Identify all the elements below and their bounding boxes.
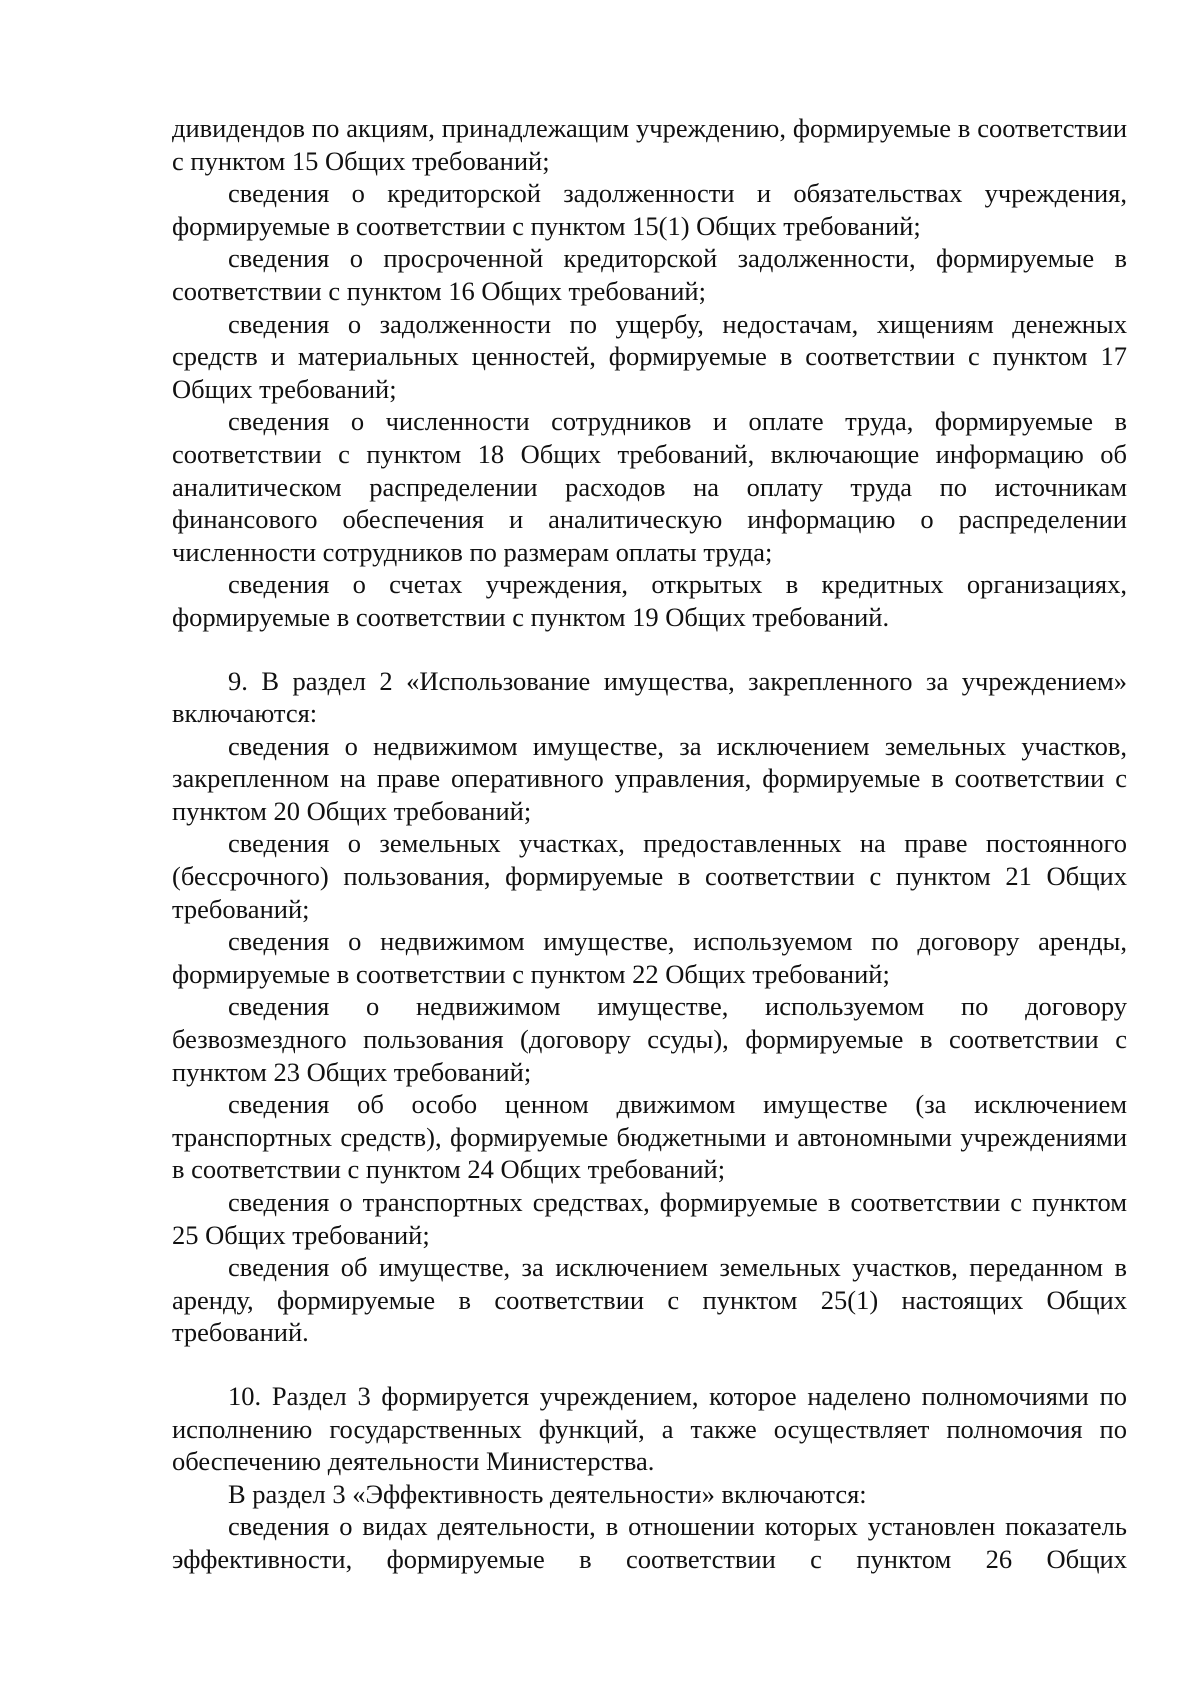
document-page (172, 112, 1127, 1576)
paragraph-creditor-debt: сведения о кредиторской задолженности и обязательствах учреждения, формируемые в соответствии с пунктом 15(1) Общих требований; (172, 178, 1127, 241)
paragraph-dividends: дивидендов по акциям, принадлежащим учреждению, формируемые в соответствии с пунктом 15 Общих требований; (172, 113, 1127, 176)
paragraph-activity-types: сведения о видах деятельности, в отношении которых установлен показатель эффективности, формируемые в соответствии с пунктом 26 Общих (172, 1511, 1127, 1574)
paragraph-overdue-creditor-debt: сведения о просроченной кредиторской задолженности, формируемые в соответствии с пунктом 16 Общих требований; (172, 243, 1127, 306)
paragraph-land-plots: сведения о земельных участках, предоставленных на праве постоянного (бессрочного) пользования, формируемые в соответствии с пунктом 21 Общих требований; (172, 828, 1127, 924)
paragraph-bank-accounts: сведения о счетах учреждения, открытых в кредитных организациях, формируемые в соответствии с пунктом 19 Общих требований. (172, 569, 1127, 632)
paragraph-real-estate-lease: сведения о недвижимом имуществе, используемом по договору аренды, формируемые в соответствии с пунктом 22 Общих требований; (172, 926, 1127, 989)
paragraph-leased-out-property: сведения об имуществе, за исключением земельных участков, переданном в аренду, формируемые в соответствии с пунктом 25(1) настоящих Общих требований. (172, 1252, 1127, 1348)
paragraph-vehicles: сведения о транспортных средствах, формируемые в соответствии с пунктом 25 Общих требований; (172, 1187, 1127, 1250)
paragraph-real-estate-operational: сведения о недвижимом имуществе, за исключением земельных участков, закрепленном на праве оперативного управления, формируемые в соответствии с пунктом 20 Общих требований; (172, 730, 1127, 826)
paragraph-staff-payroll: сведения о численности сотрудников и оплате труда, формируемые в соответствии с пунктом 18 Общих требований, включающие информацию об аналитическом распределении расходов на оплату труда по источникам финансового обеспечения и аналитическую информацию о распределении численности сотрудников по размерам оплаты труда; (172, 406, 1127, 567)
paragraph-valuable-movable-property: сведения об особо ценном движимом имуществе (за исключением транспортных средств), формируемые бюджетными и автономными учреждениями в соответствии с пунктом 24 Общих требований; (172, 1089, 1127, 1185)
paragraph-real-estate-free-use: сведения о недвижимом имуществе, используемом по договору безвозмездного пользования (договору ссуды), формируемые в соответствии с пунктом 23 Общих требований; (172, 991, 1127, 1087)
paragraph-damage-debt: сведения о задолженности по ущербу, недостачам, хищениям денежных средств и материальных ценностей, формируемые в соответствии с пунктом 17 Общих требований; (172, 308, 1127, 404)
paragraph-section-2-heading: 9. В раздел 2 «Использование имущества, закрепленного за учреждением» включаются: (172, 665, 1127, 729)
paragraph-section-3-intro: 10. Раздел 3 формируется учреждением, которое наделено полномочиями по исполнению государственных функций, а также осуществляет полномочия по обеспечению деятельности Министерства. (172, 1380, 1127, 1477)
paragraph-section-3-heading: В раздел 3 «Эффективность деятельности» включаются: (228, 1478, 867, 1509)
